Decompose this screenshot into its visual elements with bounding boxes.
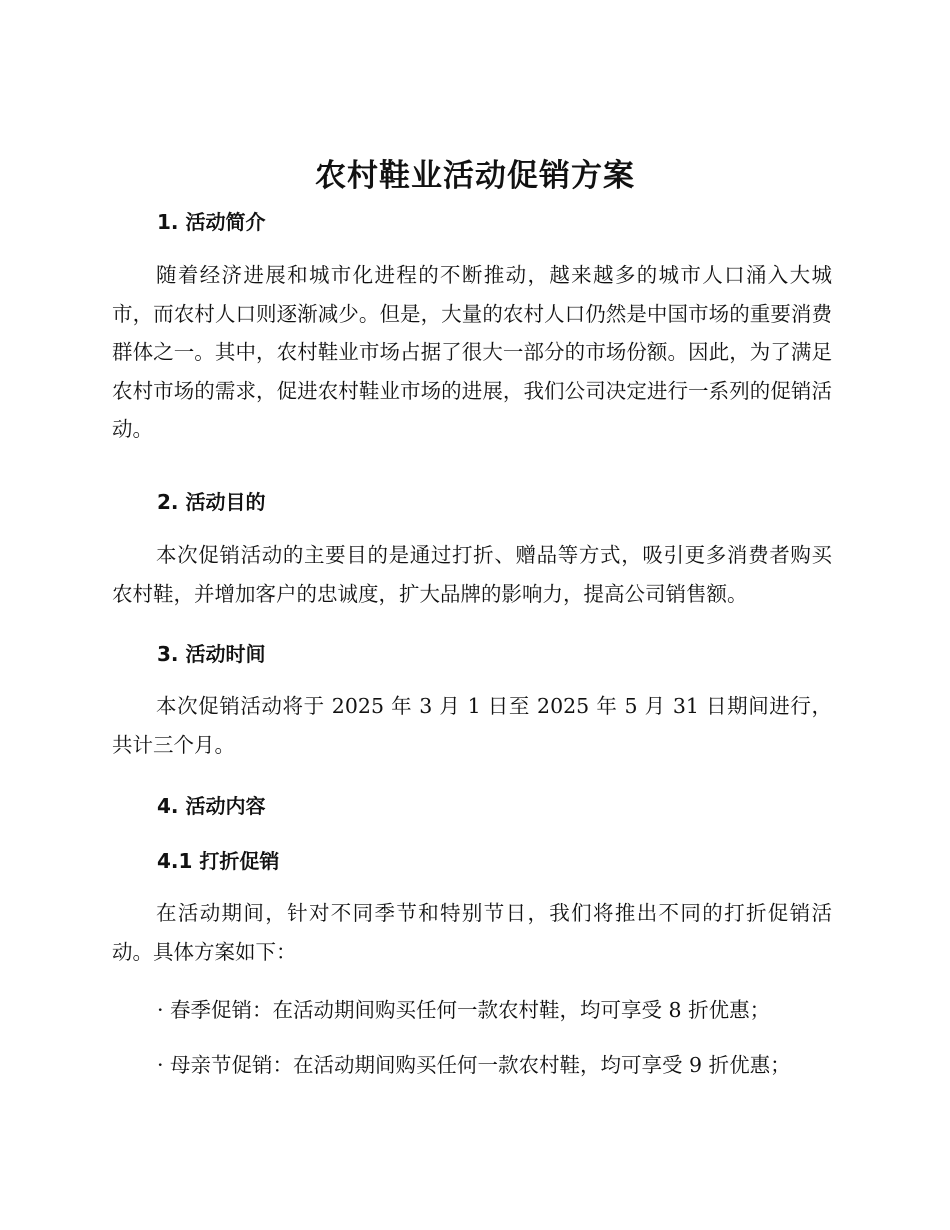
section-heading-time: 3. 活动时间 <box>157 642 266 666</box>
document-title: 农村鞋业活动促销方案 <box>315 158 635 194</box>
bullet-mothers-day-promo: · 母亲节促销：在活动期间购买任何一款农村鞋，均可享受 9 折优惠； <box>157 1053 791 1077</box>
section-heading-discount: 4.1 打折促销 <box>157 849 280 873</box>
section-heading-purpose: 2. 活动目的 <box>157 490 266 514</box>
section-paragraph-purpose: 本次促销活动的主要目的是通过打折、赠品等方式，吸引更多消费者购买农村鞋，并增加客户的忠诚度，扩大品牌的影响力，提高公司销售额。 <box>112 543 832 606</box>
section-paragraph-intro: 随着经济进展和城市化进程的不断推动，越来越多的城市人口涌入大城市，而农村人口则逐渐减少。但是，大量的农村人口仍然是中国市场的重要消费群体之一。其中，农村鞋业市场占据了很大一部分的市场份额。因此，为了满足农村市场的需求，促进农村鞋业市场的进展，我们公司决定进行一系列的促销活动。 <box>112 263 832 441</box>
section-paragraph-discount: 在活动期间，针对不同季节和特别节日，我们将推出不同的打折促销活动。具体方案如下： <box>112 901 832 964</box>
bullet-spring-promo: · 春季促销：在活动期间购买任何一款农村鞋，均可享受 8 折优惠； <box>157 998 771 1022</box>
section-heading-intro: 1. 活动简介 <box>157 210 266 234</box>
section-paragraph-time: 本次促销活动将于 2025 年 3 月 1 日至 2025 年 5 月 31 日期间进行，共计三个月。 <box>112 694 832 757</box>
section-heading-content: 4. 活动内容 <box>157 794 266 818</box>
